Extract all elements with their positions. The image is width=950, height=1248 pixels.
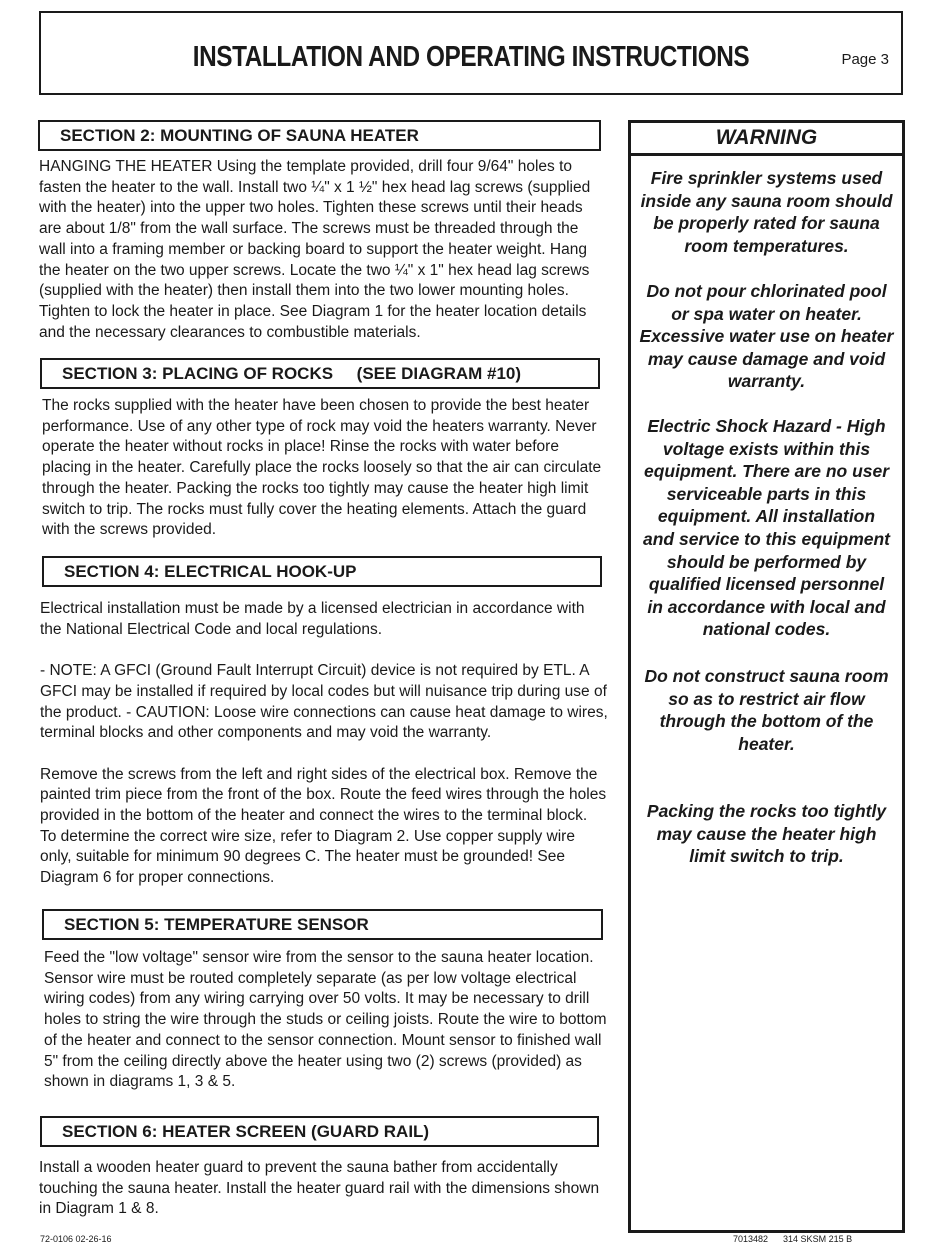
section-6-body: Install a wooden heater guard to prevent the sauna bather from accidentally touching the sauna heater. Install the heater guard rail with the dimensions shown in Diagram 1 & 8. <box>39 1159 600 1218</box>
section-4-heading: SECTION 4: ELECTRICAL HOOK-UP <box>42 556 602 587</box>
section-3-heading: SECTION 3: PLACING OF ROCKS (SEE DIAGRAM #10) <box>40 358 600 389</box>
section-2-heading: SECTION 2: MOUNTING OF SAUNA HEATER <box>38 120 601 151</box>
section-2-body: HANGING THE HEATER Using the template provided, drill four 9/64" holes to fasten the heater to the wall. Install two ¼" x 1 ½" hex head lag screws (supplied with the heater) into the upper two holes. Tighten these screws until their heads are about 1/8" from the wall surface. The screws must be threaded through the wall into a framing member or backing board to support the heater weight. Hang the heater on the two upper screws. Locate the two ¼" x 1" hex head lag screws (supplied with the heater) then install them into the two lower mounting holes. Tighten to lock the heater in place. See Diagram 1 for the heater location details and the necessary clearances to combustible materials. <box>39 158 591 341</box>
warning-air-flow: Do not construct sauna room so as to restrict air flow through the bottom of the heater. <box>644 666 889 754</box>
section-3-body: The rocks supplied with the heater have been chosen to provide the best heater performance. Use of any other type of rock may void the heaters warranty. Never operate the heater without rocks in place! Rinse the rocks with water before placing in the heater. Carefully place the rocks loosely so that the air can circulate through the heater. Packing the rocks too tightly may cause the heater high limit switch to trip. The rocks must fully cover the heating elements. Attach the guard with the screws provided. <box>42 397 602 539</box>
page-title: INSTALLATION AND OPERATING INSTRUCTIONS <box>192 41 750 73</box>
warning-sprinkler: Fire sprinkler systems used inside any sauna room should be properly rated for sauna room temperatures. <box>640 168 893 256</box>
warning-box <box>628 120 905 1233</box>
warning-electric-shock: Electric Shock Hazard - High voltage exists within this equipment. There are no user serviceable parts in this equipment. All installation and service to this equipment should be performed by qualified licensed personnel in accordance with local and national codes. <box>643 416 890 640</box>
warning-packing-rocks: Packing the rocks too tightly may cause the heater high limit switch to trip. <box>646 801 887 867</box>
page-number: Page 3 <box>841 51 889 68</box>
section-5-heading: SECTION 5: TEMPERATURE SENSOR <box>42 909 603 940</box>
section-5-body: Feed the "low voltage" sensor wire from the sensor to the sauna heater location. Sensor wire must be routed completely separate (as per low voltage electrical wiring codes) from any wiring carrying over 50 volts. It may be necessary to drill holes to string the wire through the studs or ceiling joists. Route the wire to bottom of the heater and connect to the sensor connection. Mount sensor to finished wall 5" from the ceiling directly above the heater using two (2) screws (provided) as shown in diagrams 1, 3 & 5. <box>44 949 607 1091</box>
section-6-heading: SECTION 6: HEATER SCREEN (GUARD RAIL) <box>40 1116 599 1147</box>
warning-title: WARNING <box>631 123 902 156</box>
header-box <box>39 11 903 95</box>
warning-chlorinated-water: Do not pour chlorinated pool or spa water on heater. Excessive water use on heater may cause damage and void warranty. <box>639 281 894 392</box>
footer-right-code: 7013482 314 SKSM 215 B <box>733 1234 853 1244</box>
footer-left-code: 72-0106 02-26-16 <box>40 1234 112 1244</box>
section-4-body: Electrical installation must be made by a licensed electrician in accordance with the National Electrical Code and local regulations. - NOTE: A GFCI (Ground Fault Interrupt Circuit) device is not required by ETL. A GFCI may be installed if required by local codes but will nuisance trip during use of the product. - CAUTION: Loose wire connections can cause heat damage to wires, terminal blocks and other components and may void the warranty. Remove the screws from the left and right sides of the electrical box. Remove the painted trim piece from the front of the box. Route the feed wires through the holes provided in the bottom of the heater and connect the wires to the terminal block. To determine the correct wire size, refer to Diagram 2. Use copper supply wire only, suitable for minimum 90 degrees C. The heater must be grounded! See Diagram 6 for proper connections. <box>40 600 608 887</box>
